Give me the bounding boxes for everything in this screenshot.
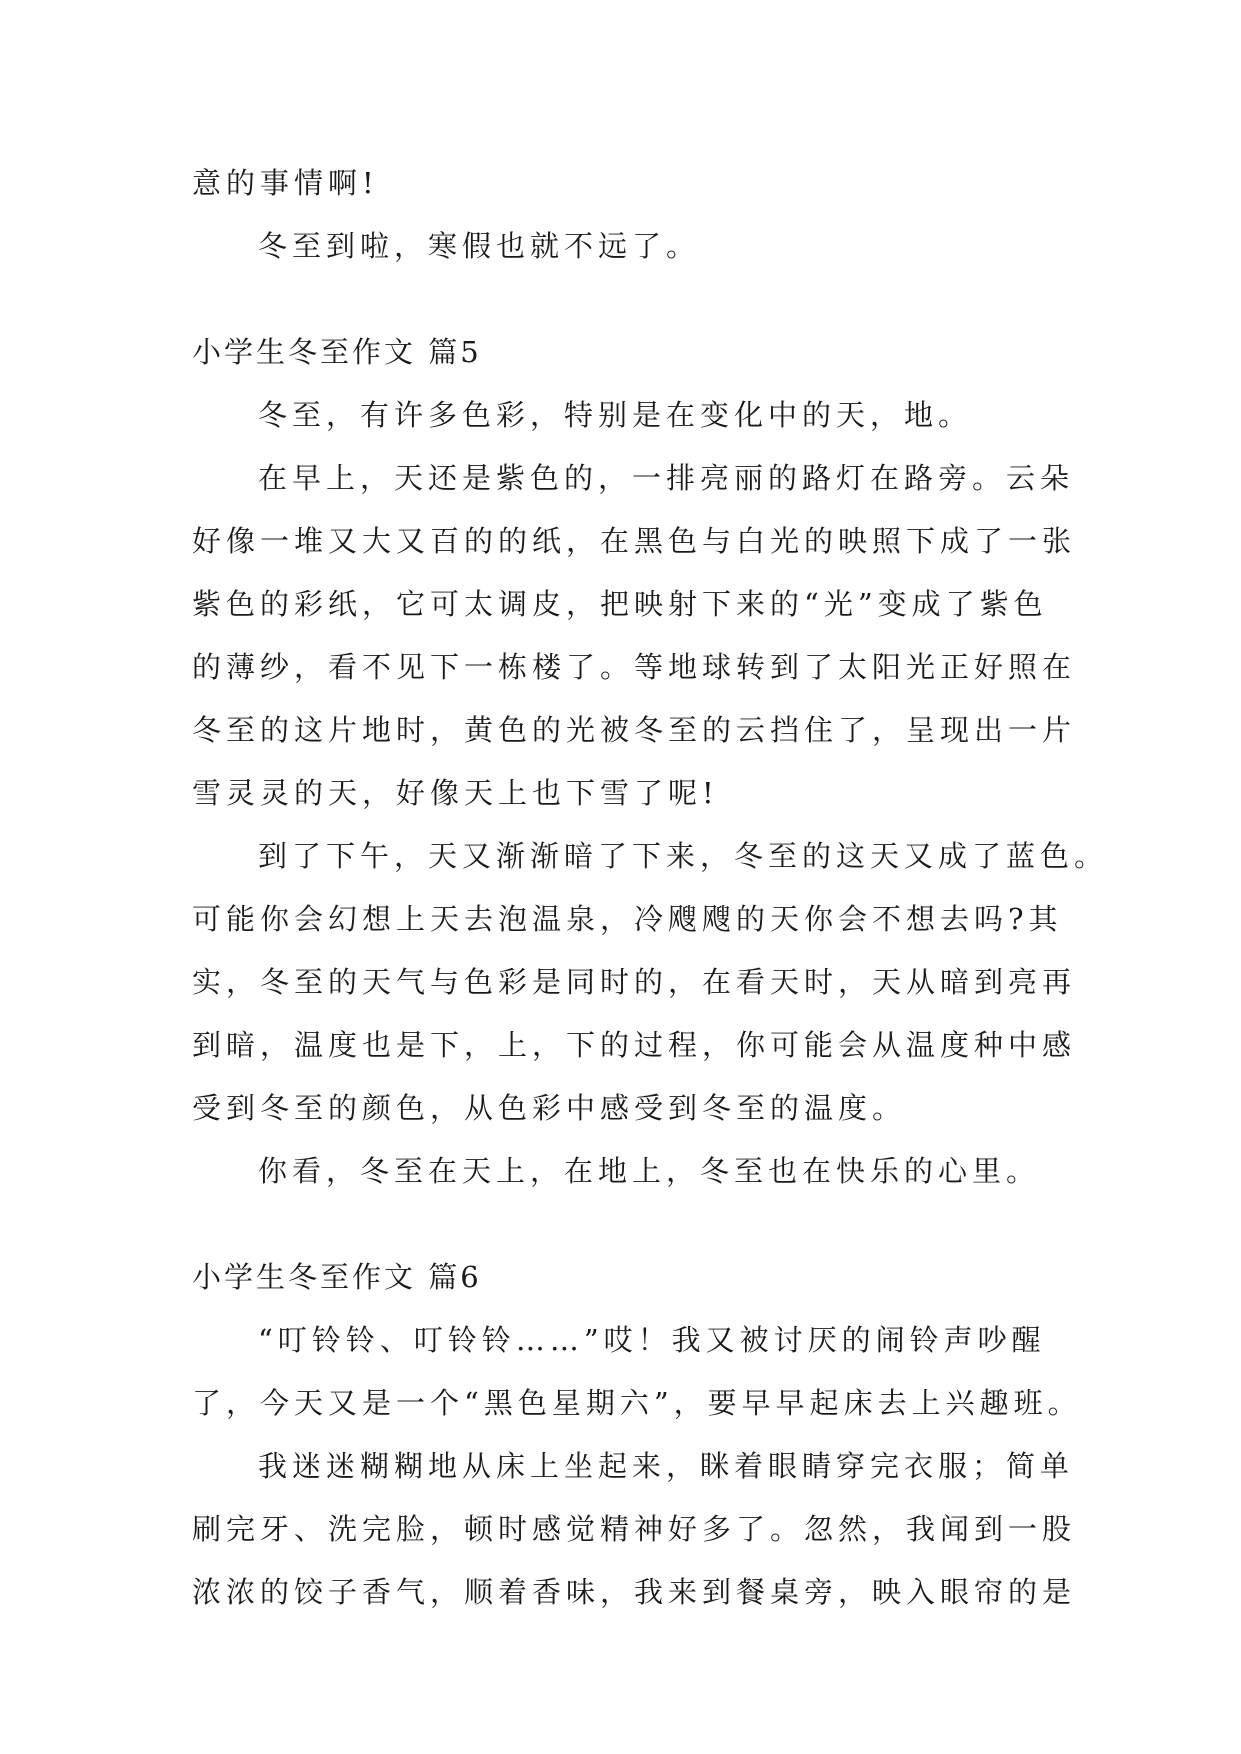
paragraph-line: 紫色的彩纸，它可太调皮，把映射下来的“光”变成了紫色 [192,587,1048,621]
paragraph-line: 到暗，温度也是下，上，下的过程，你可能会从温度种中感 [192,1028,1077,1062]
paragraph-line: 受到冬至的颜色，从色彩中感受到冬至的温度。 [192,1091,907,1125]
paragraph-line: 雪灵灵的天，好像天上也下雪了呢! [192,776,719,810]
paragraph-line: 刷完牙、洗完脸，顿时感觉精神好多了。忽然，我闻到一股 [192,1512,1077,1546]
paragraph-line: 冬至到啦，寒假也就不远了。 [258,229,701,263]
paragraph-line: 冬至，有许多色彩，特别是在变化中的天，地。 [258,398,973,432]
paragraph-line: 了，今天又是一个“黑色星期六”，要早早起床去上兴趣班。 [192,1386,1082,1420]
document-page [192,152,1109,1624]
paragraph-line: 实，冬至的天气与色彩是同时的，在看天时，天从暗到亮再 [192,965,1077,999]
paragraph-line: 的薄纱，看不见下一栋楼了。等地球转到了太阳光正好照在 [192,650,1077,684]
paragraph-line: “叮铃铃、叮铃铃……”哎！我又被讨厌的闹铃声吵醒 [258,1323,1046,1357]
paragraph-line: 在早上，天还是紫色的，一排亮丽的路灯在路旁。云朵 [258,461,1075,495]
section-heading: 小学生冬至作文 篇6 [192,1260,482,1294]
paragraph-line: 到了下午，天又渐渐暗了下来，冬至的这天又成了蓝色。 [258,839,1109,873]
paragraph-line: 冬至的这片地时，黄色的光被冬至的云挡住了，呈现出一片 [192,713,1077,747]
paragraph-line: 我迷迷糊糊地从床上坐起来，眯着眼睛穿完衣服；简单 [258,1449,1075,1483]
paragraph-line: 意的事情啊! [192,166,379,200]
section-gap [192,1203,1062,1246]
paragraph-line: 你看，冬至在天上，在地上，冬至也在快乐的心里。 [258,1154,1041,1188]
paragraph-line: 好像一堆又大又百的的纸，在黑色与白光的映照下成了一张 [192,524,1077,558]
paragraph-line: 可能你会幻想上天去泡温泉，冷飕飕的天你会不想去吗?其 [192,902,1063,936]
paragraph-line: 浓浓的饺子香气，顺着香味，我来到餐桌旁，映入眼帘的是 [192,1575,1077,1609]
section-heading: 小学生冬至作文 篇5 [192,335,482,369]
section-gap [192,278,1062,321]
